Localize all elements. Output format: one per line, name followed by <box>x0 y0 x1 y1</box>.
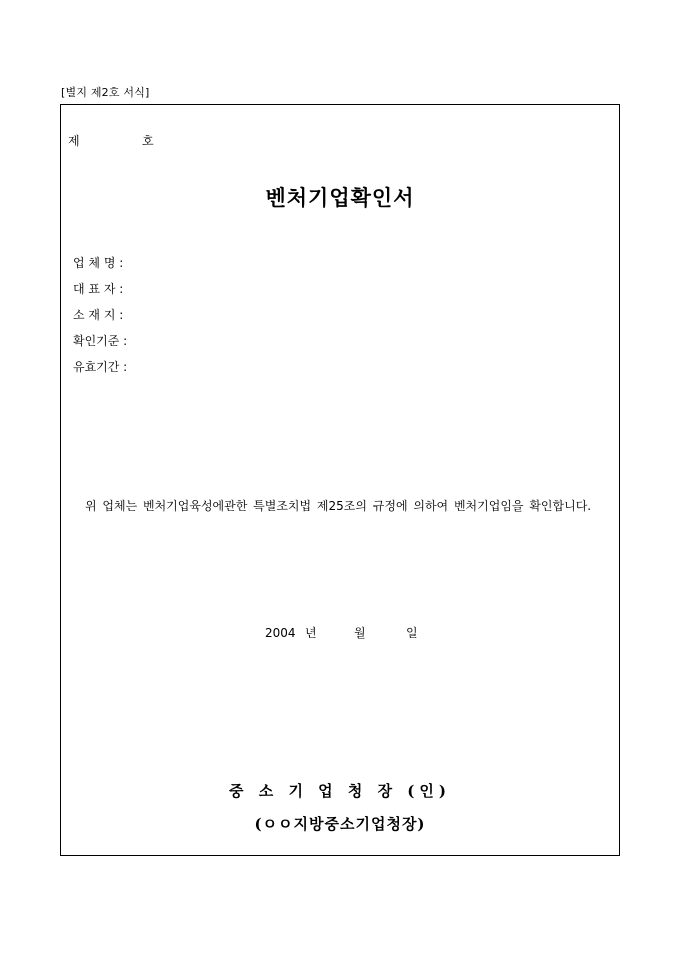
certificate-frame <box>60 104 620 856</box>
form-label: [별지 제2호 서식] <box>61 86 150 99</box>
day-unit: 일 <box>406 626 418 640</box>
document-number-prefix: 제 <box>68 134 80 148</box>
field-representative: 대 표 자 : <box>73 282 124 296</box>
year-unit: 년 <box>305 626 317 640</box>
document-number-suffix: 호 <box>142 134 154 148</box>
field-validity-period: 유효기간 : <box>73 360 128 374</box>
issue-year: 2004 <box>265 626 296 640</box>
confirmation-statement: 위 업체는 벤처기업육성에관한 특별조치법 제25조의 규정에 의하여 벤처기업임을 확인합니다. <box>85 499 592 513</box>
issuer-subtitle: (ㅇㅇ지방중소기업청장) <box>254 815 426 833</box>
field-list <box>73 255 127 385</box>
month-unit: 월 <box>354 626 366 640</box>
issuer-title: 중 소 기 업 청 장 (인) <box>229 782 451 800</box>
field-criteria: 확인기준 : <box>73 334 128 348</box>
field-company-name: 업 체 명 : <box>73 256 124 270</box>
field-address: 소 재 지 : <box>73 308 124 322</box>
certificate-title: 벤처기업확인서 <box>265 185 415 210</box>
